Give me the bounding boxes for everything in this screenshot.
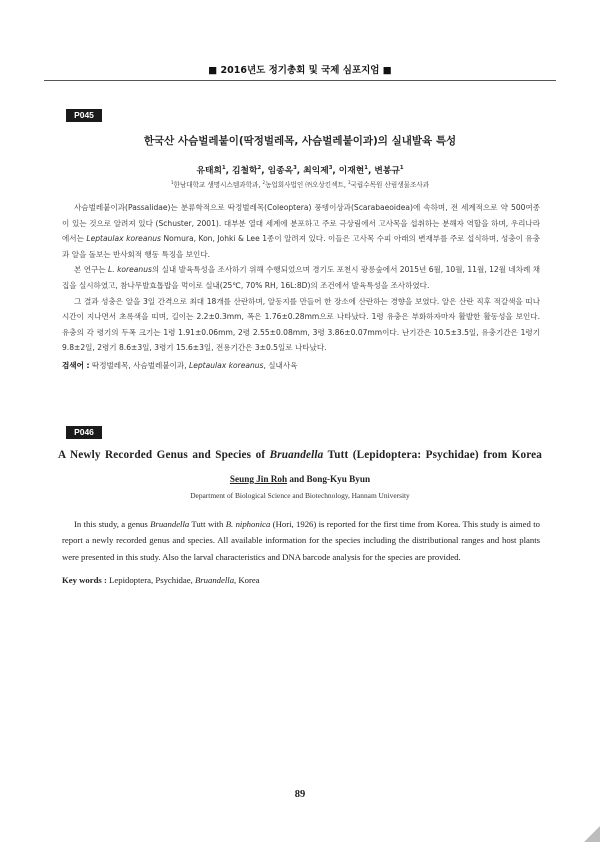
header-rule xyxy=(44,80,556,81)
author-list-ko: 유태희$^1$, 김철학$^2$, 임종옥$^3$, 최익제$^3$, 이재현$^1$, 변봉규$^1$ xyxy=(196,165,404,176)
affiliation-ko: $^1$한남대학교 생명시스템과학과, $^2$농업회사법인 ㈜오상킨섹트, $^3$국립수목원 산림생물조사과 xyxy=(170,179,430,189)
author: 유태희$^1$ xyxy=(196,165,226,176)
affiliation-en: Department of Biological Science and Biotechnology, Hannam University xyxy=(190,491,410,500)
author: 변봉규$^1$ xyxy=(374,165,404,176)
author: 김철학$^2$ xyxy=(232,165,262,176)
keywords-ko: 검색어 : 딱정벌레목, 사슴벌레붙이과, Leptaulax koreanus, 실내사육 xyxy=(62,360,298,370)
body-paragraph: In this study, a genus Bruandella Tutt with B. niphonica (Hori, 1926) is reported for the first time from Korea. This study is aimed to report a newly recorded genus and species. All available information for the species including the distributional ranges and host plants were presented in this study. Also the larval characteristics and DNA barcode analysis for the species are provided. xyxy=(62,519,540,562)
presenting-author: Seung Jin Roh xyxy=(229,474,288,484)
running-header: ■ 2016년도 정기총회 및 국제 심포지엄 ■ xyxy=(208,65,392,76)
abstract-body-en xyxy=(62,516,540,588)
page-number: 89 xyxy=(294,789,306,800)
keywords-en: Key words : Lepidoptera, Psychidae, Bruandella, Korea xyxy=(62,574,260,585)
author: 최익제$^3$ xyxy=(303,165,333,176)
author-list-en: Seung Jin Roh and Bong-Kyu Byun xyxy=(229,474,371,484)
abstract-label-p045: P045 xyxy=(66,109,102,122)
abstract-title-en: A Newly Recorded Genus and Species of Bruandella Tutt (Lepidoptera: Psychidae) from Korea xyxy=(57,449,543,461)
abstract-title-ko: 한국산 사슴벌레붙이(딱정벌레목, 사슴벌레붙이과)의 실내발육 특성 xyxy=(143,135,457,147)
page-corner-mark xyxy=(584,826,600,842)
body-paragraph: 본 연구는 L. koreanus의 실내 발육특성을 조사하기 위해 수행되었으며 경기도 포천시 광릉숲에서 2015년 6월, 10월, 11월, 12월 네차례 채집을 실시하였고, 참나무발효톱밥을 먹이로 실내(25℃, 70% RH, 16L:8D)의 조건에서 발육특성을 조사하였다. xyxy=(62,265,540,290)
body-paragraph: 사슴벌레붙이과(Passalidae)는 분류학적으로 딱정벌레목(Coleoptera) 풍뎅이상과(Scarabaeoidea)에 속하며, 전 세계적으로 약 500여종이 있는 것으로 알려져 있다 (Schuster, 2001). 대부분 열대 세계에 분포하고 주로 극상림에서 고사목을 섭취하는 분해자 역할을 하며, 우리나라에서는 Leptaulax koreanus Nomura, Kon, Johki & Lee 1종이 알려져 있다. 이들은 고사목 수피 아래의 변재부를 주로 섭식하며, 성충이 유충과 알을 돌보는 반사회적 행동 특징을 보인다. xyxy=(62,203,540,259)
abstract-label-p046: P046 xyxy=(66,426,102,439)
author: 임종옥$^3$ xyxy=(267,165,297,176)
body-paragraph: 그 결과 성충은 알을 3일 간격으로 최대 18개를 산란하며, 알동지를 만들어 한 장소에 산란하는 경향을 보였다. 알은 산란 직후 적갈색을 띠나 시간이 지나면서 초록색을 띠며, 길이는 2.2±0.3mm, 폭은 1.76±0.28mm으로 나타났다. 1령 유충은 부화하자마자 활발한 활동성을 보인다. 유충의 각 령기의 두폭 크기는 1령 1.91±0.06mm, 2령 2.55±0.08mm, 3령 3.86±0.07mm이다. 난기간은 10.5±3.5일, 유충기간은 1령기 9.8±2일, 2령기 8.6±3일, 3령기 15.6±3일, 전용기간은 3±0.5일로 나타났다. xyxy=(62,296,540,353)
author: 이재현$^1$ xyxy=(338,165,368,176)
abstract-body-ko xyxy=(62,200,540,374)
